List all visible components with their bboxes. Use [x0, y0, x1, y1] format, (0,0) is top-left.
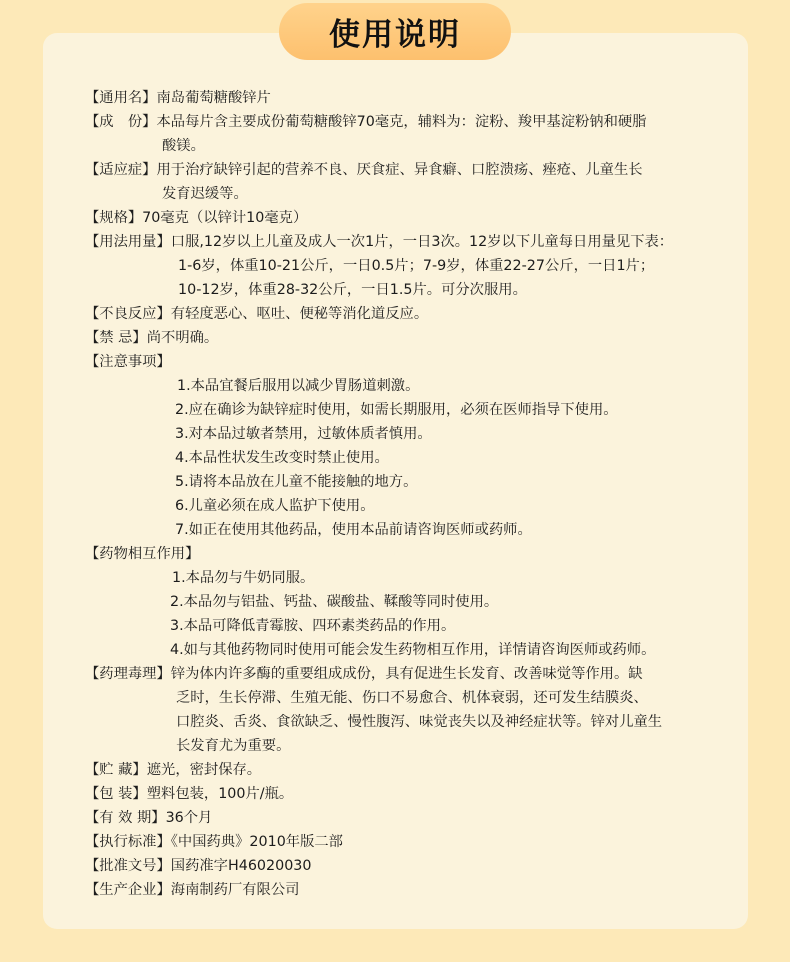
line-storage: 【贮 藏】遮光，密封保存。 [85, 762, 262, 778]
line-dosage-cont-1: 1-6岁，体重10-21公斤，一日0.5片；7-9岁，体重22-27公斤，一日1片； [178, 258, 655, 274]
line-generic-name: 【通用名】南岛葡萄糖酸锌片 [85, 90, 271, 106]
line-standard: 【执行标准】《中国药典》2010年版二部 [85, 834, 343, 850]
precaution-item: 6.儿童必须在成人监护下使用。 [175, 498, 375, 514]
line-pharmacology-cont-3: 长发育尤为重要。 [176, 738, 291, 754]
line-indications-cont: 发育迟缓等。 [162, 186, 248, 202]
precaution-item: 3.对本品过敏者禁用，过敏体质者慎用。 [175, 426, 432, 442]
line-specification: 【规格】70毫克（以锌计10毫克） [85, 210, 308, 226]
line-package: 【包 装】塑料包装，100片/瓶。 [85, 786, 294, 802]
line-indications: 【适应症】用于治疗缺锌引起的营养不良、厌食症、异食癖、口腔溃疡、痤疮、儿童生长 [85, 162, 643, 178]
line-contraindications: 【禁 忌】尚不明确。 [85, 330, 219, 346]
line-validity: 【有 效 期】36个月 [85, 810, 213, 826]
line-ingredients: 【成 份】本品每片含主要成份葡萄糖酸锌70毫克，辅料为：淀粉、羧甲基淀粉钠和硬脂 [85, 114, 647, 130]
page-title: 使用说明 [279, 3, 511, 60]
line-adverse-reactions: 【不良反应】有轻度恶心、呕吐、便秘等消化道反应。 [85, 306, 429, 322]
line-approval-number: 【批准文号】国药准字H46020030 [85, 858, 312, 874]
line-dosage: 【用法用量】口服,12岁以上儿童及成人一次1片，一日3次。12岁以下儿童每日用量见下表： [85, 234, 674, 250]
precaution-item: 1.本品宜餐后服用以减少胃肠道刺激。 [177, 378, 420, 394]
interaction-item: 4.如与其他药物同时使用可能会发生药物相互作用，详情请咨询医师或药师。 [170, 642, 656, 658]
line-ingredients-cont: 酸镁。 [162, 138, 205, 154]
line-manufacturer: 【生产企业】海南制药厂有限公司 [85, 882, 300, 898]
line-pharmacology-cont-2: 口腔炎、舌炎、食欲缺乏、慢性腹泻、味觉丧失以及神经症状等。锌对儿童生 [176, 714, 663, 730]
line-precautions-heading: 【注意事项】 [85, 354, 171, 370]
line-pharmacology-cont-1: 乏时，生长停滞、生殖无能、伤口不易愈合、机体衰弱，还可发生结膜炎、 [176, 690, 648, 706]
precaution-item: 4.本品性状发生改变时禁止使用。 [175, 450, 389, 466]
interaction-item: 1.本品勿与牛奶同服。 [172, 570, 315, 586]
precaution-item: 2.应在确诊为缺锌症时使用，如需长期服用，必须在医师指导下使用。 [175, 402, 618, 418]
line-interactions-heading: 【药物相互作用】 [85, 546, 200, 562]
precaution-item: 7.如正在使用其他药品，使用本品前请咨询医师或药师。 [175, 522, 532, 538]
precaution-item: 5.请将本品放在儿童不能接触的地方。 [175, 474, 418, 490]
interaction-item: 2.本品勿与铝盐、钙盐、碳酸盐、鞣酸等同时使用。 [170, 594, 499, 610]
line-pharmacology: 【药理毒理】锌为体内许多酶的重要组成成份，具有促进生长发育、改善味觉等作用。缺 [85, 666, 643, 682]
interaction-item: 3.本品可降低青霉胺、四环素类药品的作用。 [170, 618, 456, 634]
line-dosage-cont-2: 10-12岁，体重28-32公斤，一日1.5片。可分次服用。 [178, 282, 527, 298]
